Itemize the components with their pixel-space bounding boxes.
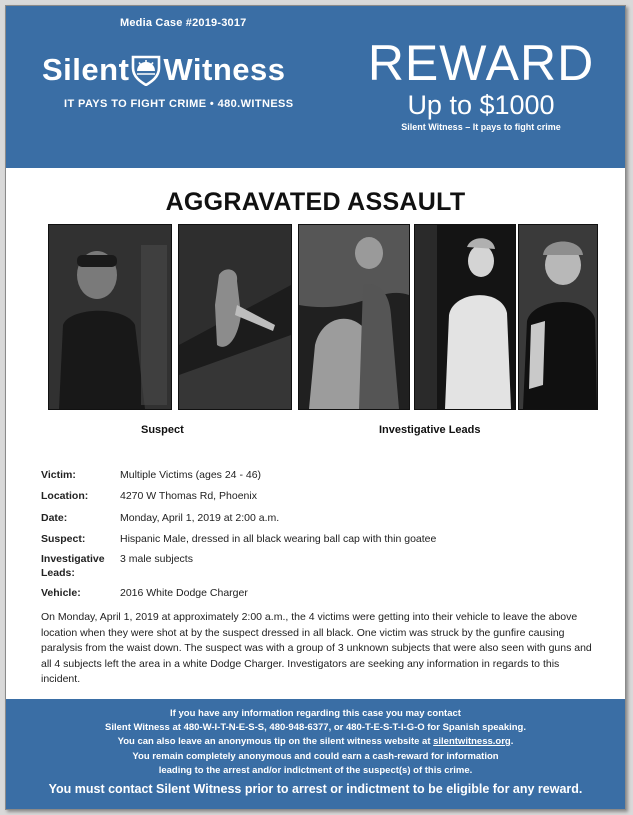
media-case-number: Media Case #2019-3017 [120, 17, 247, 29]
detail-label: Investigative Leads: [41, 553, 105, 579]
silent-witness-logo [42, 52, 286, 94]
footer-line-2: Silent Witness at 480-W-I-T-N-E-S-S, 480-948-6377, or 480-T-E-S-T-I-G-O for Spanish speaking. [105, 722, 526, 733]
lead-photo-3 [414, 224, 516, 410]
detail-value: 4270 W Thomas Rd, Phoenix [120, 490, 257, 502]
footer-line-3-text: You can also leave an anonymous tip on the silent witness website at [117, 736, 434, 747]
detail-value: Multiple Victims (ages 24 - 46) [120, 469, 262, 481]
reward-heading: REWARD [367, 35, 595, 91]
leads-caption: Investigative Leads [379, 424, 481, 436]
detail-label: Vehicle: [41, 587, 81, 599]
suspect-photo [48, 224, 172, 410]
reward-amount: Up to $1000 [407, 90, 555, 120]
footer-line-3 [6, 736, 625, 747]
detail-label: Location: [41, 490, 89, 502]
detail-label: Date: [41, 512, 68, 524]
header-banner [6, 6, 625, 168]
reward-eligibility-notice: You must contact Silent Witness prior to arrest or indictment to be eligible for any reward. [48, 782, 583, 796]
detail-value: Hispanic Male, dressed in all black wearing ball cap with thin goatee [120, 533, 437, 545]
detail-label: Suspect: [41, 533, 86, 545]
footer-line-3-end: . [510, 736, 514, 747]
footer-banner [6, 699, 625, 809]
lead-photo-2 [298, 224, 410, 410]
footer-line-4: You remain completely anonymous and could earn a cash-reward for information [132, 751, 499, 762]
flyer-page [5, 5, 626, 810]
logo-text-right: Witness [163, 52, 286, 87]
suspect-caption: Suspect [141, 424, 184, 436]
case-narrative: On Monday, April 1, 2019 at approximately 2:00 a.m., the 4 victims were getting into their vehicle to leave the above location when they were shot at by the suspect dressed in all black. One victim was struck by the gunfire causing paralysis from the waist down. The suspect was with a group of 3 unknown subjects that were also seen with guns and all 4 subjects left the area in a white Dodge Charger. Investigators are seeking any information in regards to this incident. [41, 611, 592, 686]
lead-photo-4 [518, 224, 598, 410]
footer-line-5: leading to the arrest and/or indictment of the suspect(s) of this crime. [158, 765, 473, 776]
surveillance-photos [48, 224, 588, 408]
detail-value: 2016 White Dodge Charger [120, 587, 248, 599]
logo-tagline: IT PAYS TO FIGHT CRIME • 480.WITNESS [64, 98, 294, 110]
reward-tagline: Silent Witness – It pays to fight crime [401, 122, 561, 132]
detail-value: 3 male subjects [120, 553, 193, 565]
footer-line-1: If you have any information regarding this case you may contact [170, 708, 461, 719]
lead-photo-1 [178, 224, 292, 410]
shield-sun-icon [131, 54, 161, 94]
website-link[interactable]: silentwitness.org [433, 736, 511, 747]
detail-label: Victim: [41, 469, 76, 481]
detail-value: Monday, April 1, 2019 at 2:00 a.m. [120, 512, 280, 524]
logo-text-left: Silent [42, 52, 130, 87]
crime-title: AGGRAVATED ASSAULT [165, 188, 466, 216]
